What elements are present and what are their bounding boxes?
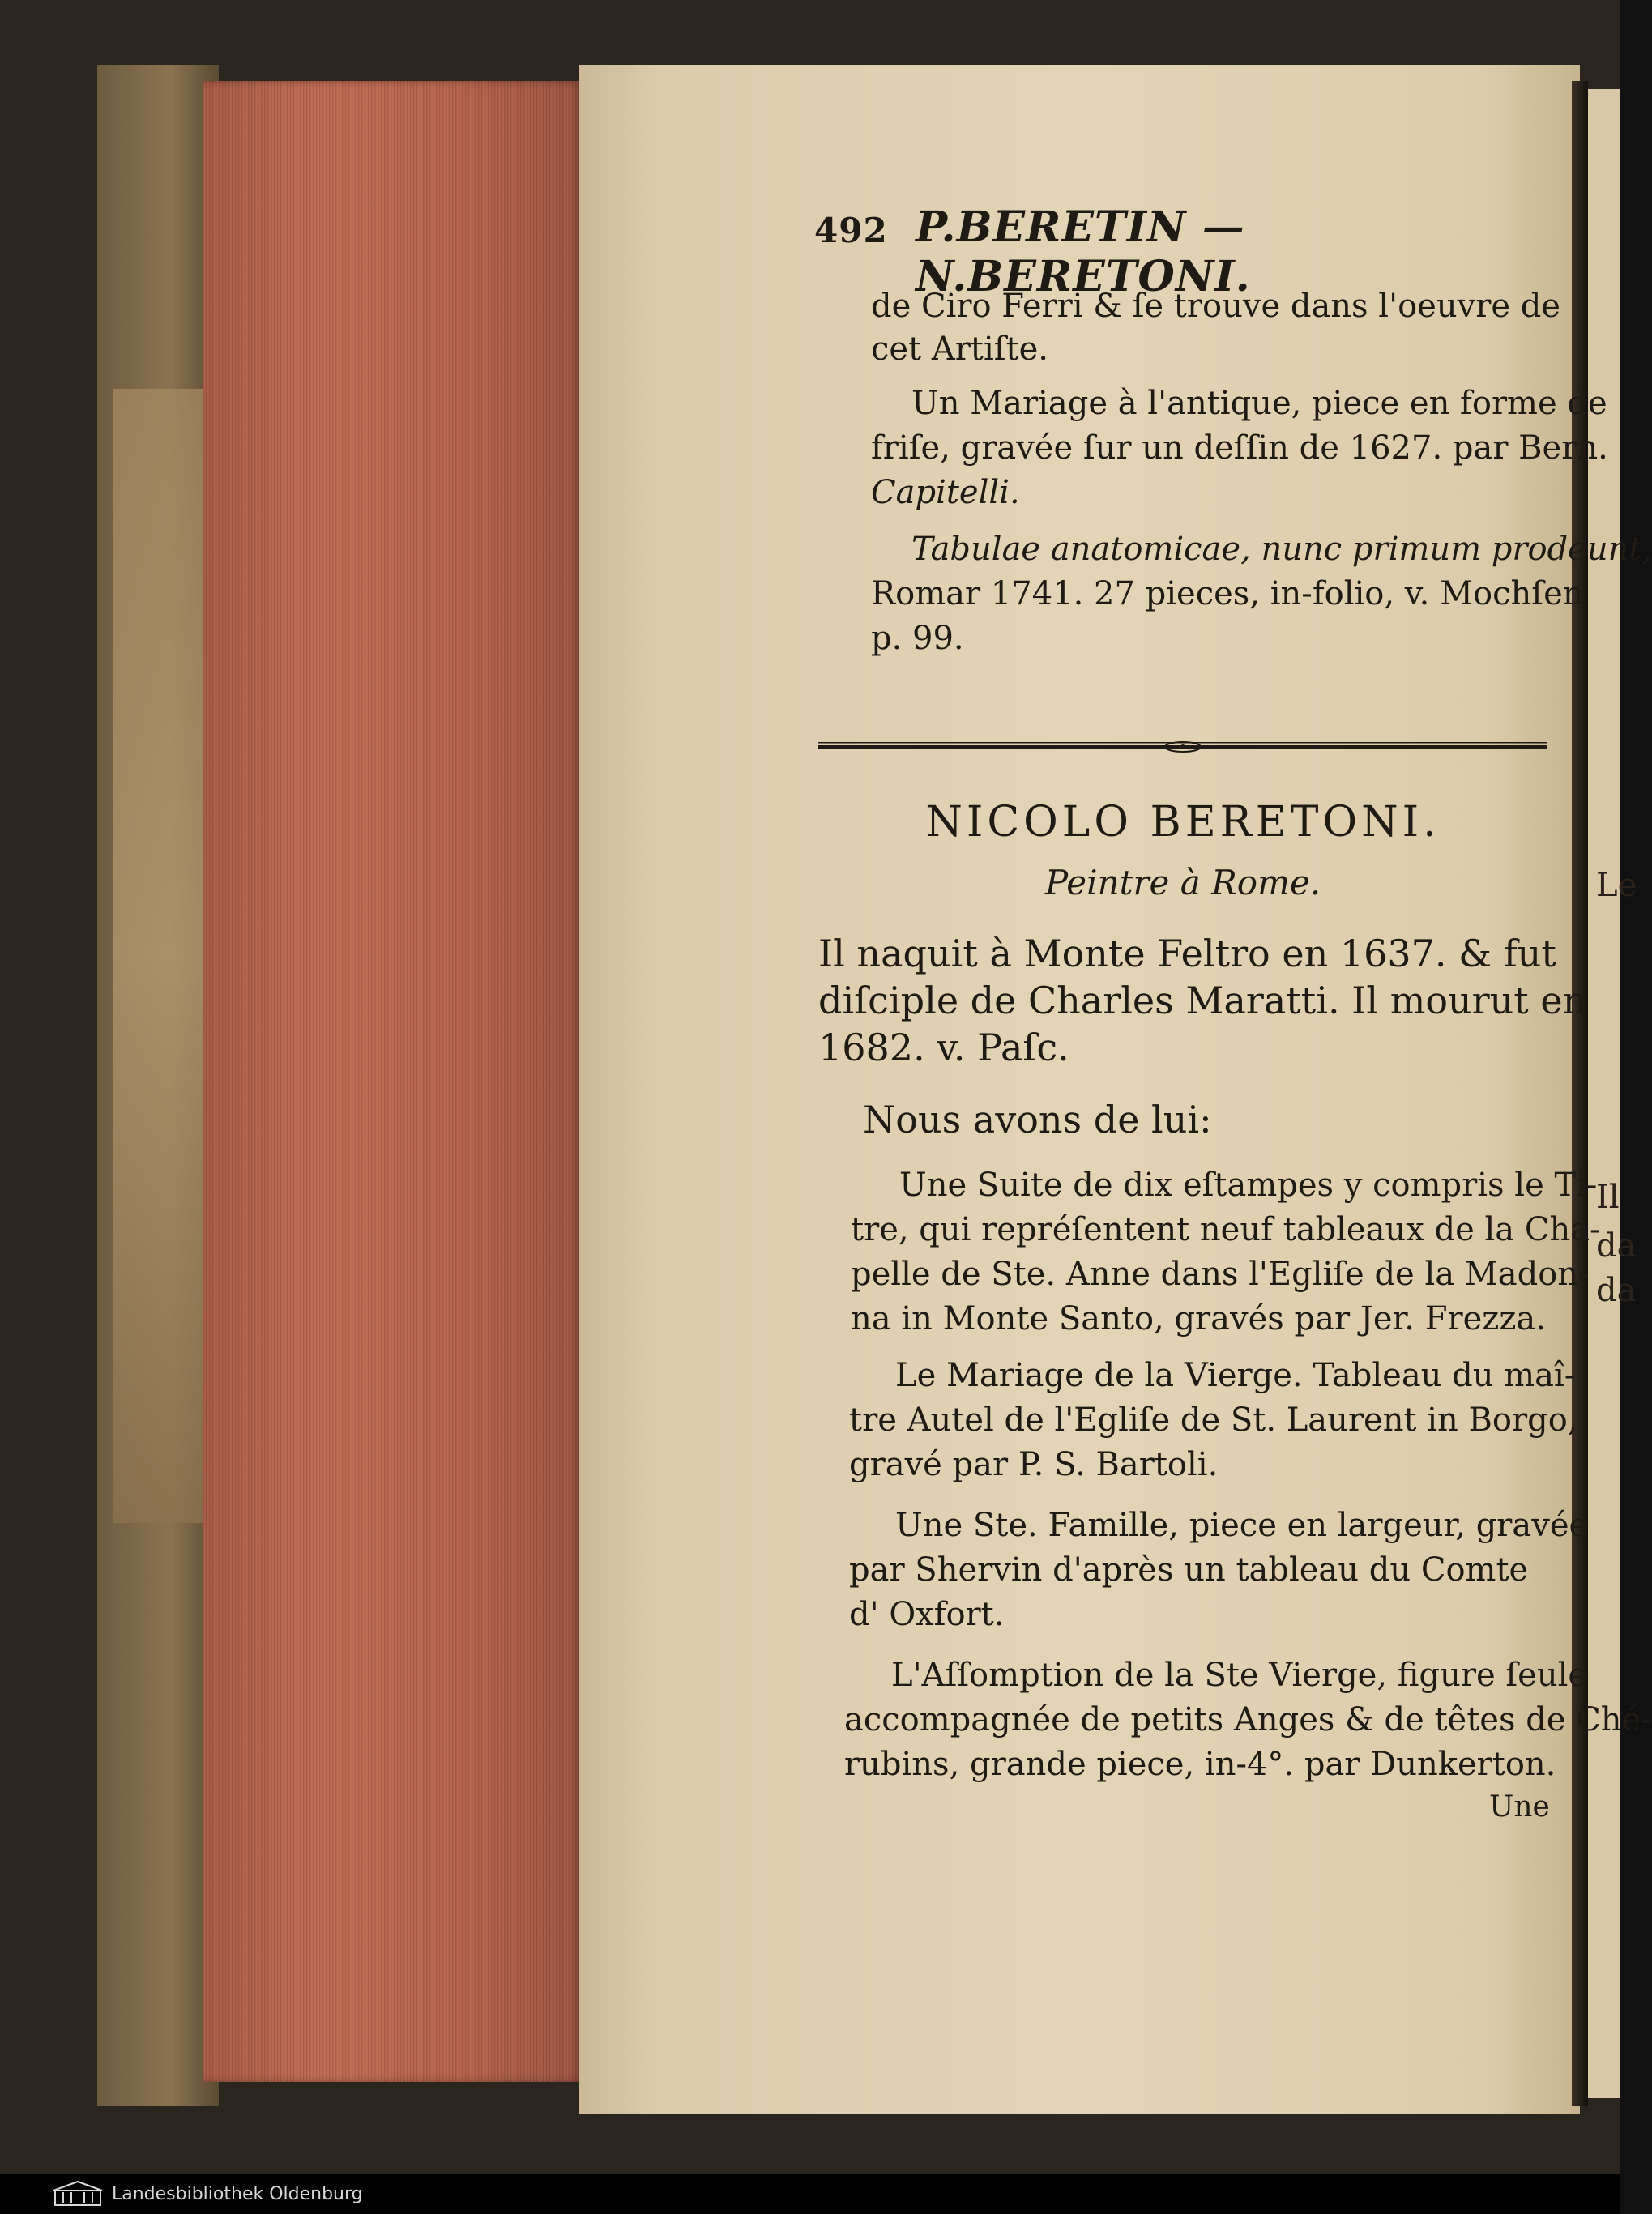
catchword: Une <box>1489 1790 1550 1824</box>
next-page-fragment: Le <box>1596 867 1637 904</box>
text-line: p. 99. <box>871 620 964 657</box>
text-line: Capitelli. <box>871 474 1020 511</box>
work-line: tre, qui repréſentent neuf tableaux de la Cha- <box>851 1211 1601 1248</box>
library-name: Landesbibliothek Oldenburg <box>112 2184 363 2204</box>
bio-line: Il naquit à Monte Feltro en 1637. & fut <box>818 932 1556 975</box>
work-line: Le Mariage de la Vierge. Tableau du maî- <box>895 1357 1576 1394</box>
text-line: friſe, gravée ſur un deſſin de 1627. par Bern. <box>871 429 1608 467</box>
bio-line: diſciple de Charles Maratti. Il mourut en <box>818 979 1587 1022</box>
text-line: cet Artiſte. <box>871 331 1049 368</box>
work-line: d' Oxfort. <box>849 1596 1005 1633</box>
work-line: L'Aſſomption de la Ste Vierge, figure ſeule <box>891 1657 1588 1694</box>
work-line: accompagnée de petits Anges & de têtes de Ché- <box>844 1701 1652 1738</box>
section-title: NICOLO BERETONI. <box>925 798 1441 847</box>
ornamental-rule <box>818 741 1547 753</box>
running-title: P.BERETIN — N.BERETONI. <box>916 203 1251 301</box>
bio-line: 1682. v. Paſc. <box>818 1026 1069 1069</box>
work-line: tre Autel de l'Egliſe de St. Laurent in Borgo, <box>849 1401 1578 1439</box>
page-number: 492 <box>814 211 888 250</box>
running-header <box>814 203 1560 301</box>
work-line: gravé par P. S. Bartoli. <box>849 1446 1219 1483</box>
works-intro: Nous avons de lui: <box>863 1098 1212 1141</box>
text-line: Romar 1741. 27 pieces, in-folio, v. Mochſen <box>871 575 1584 612</box>
section-subtitle: Peintre à Rome. <box>1044 863 1321 902</box>
next-page-fragment: Il <box>1596 1179 1620 1216</box>
work-line: Une Ste. Famille, piece en largeur, gravée <box>895 1507 1589 1544</box>
work-line: Une Suite de dix eſtampes y compris le Ti- <box>899 1167 1598 1204</box>
text-line: de Ciro Ferri & ſe trouve dans l'oeuvre de <box>871 288 1560 325</box>
next-page-fragment: da <box>1596 1272 1637 1309</box>
work-line: na in Monte Santo, gravés par Jer. Frezza. <box>851 1300 1546 1337</box>
work-line: pelle de Ste. Anne dans l'Egliſe de la Madon- <box>851 1256 1590 1293</box>
book-cover-board <box>97 65 219 2106</box>
text-line: Un Mariage à l'antique, piece en forme de <box>911 385 1607 422</box>
library-building-icon <box>49 2179 107 2208</box>
cover-wear <box>113 389 203 1523</box>
page-edge-red <box>203 81 583 2082</box>
work-line: rubins, grande piece, in-4°. par Dunkerton. <box>844 1746 1556 1783</box>
footer-bar <box>0 2174 1620 2214</box>
work-line: par Shervin d'après un tableau du Comte <box>849 1551 1529 1589</box>
next-page-fragment: da <box>1596 1227 1637 1265</box>
book-page <box>579 65 1580 2114</box>
text-line: Tabulae anatomicae, nunc primum prodeunt, <box>911 531 1652 568</box>
